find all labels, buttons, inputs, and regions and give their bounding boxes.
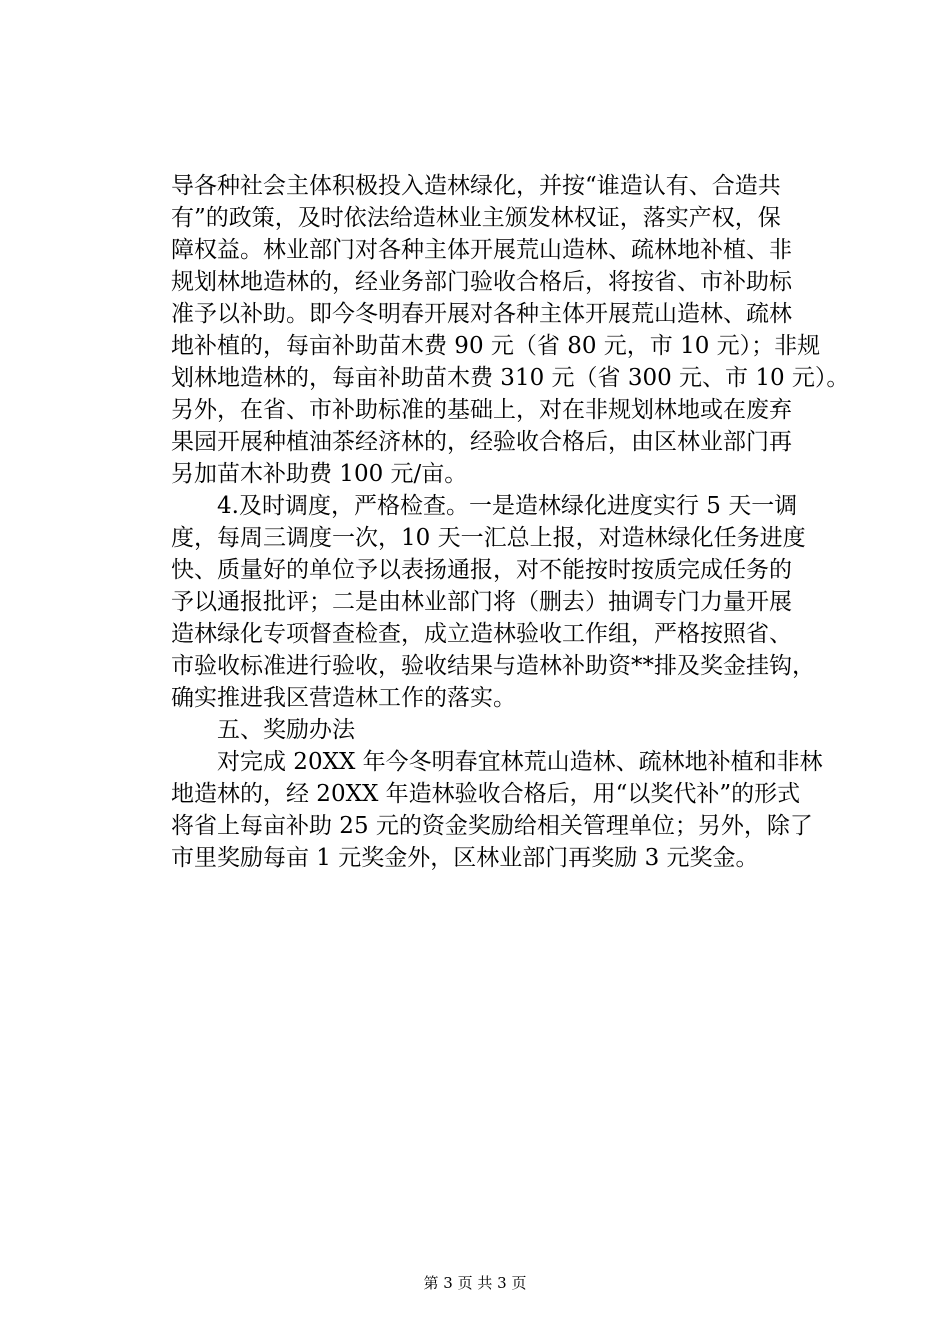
text-line: 准予以补助。即今冬明春开展对各种主体开展荒山造林、疏林 <box>171 301 792 327</box>
text-line: 将省上每亩补助 25 元的资金奖励给相关管理单位；另外，除了 <box>171 813 813 839</box>
text-line: 造林绿化专项督查检查，成立造林验收工作组，严格按照省、 <box>171 621 792 647</box>
text-line: 规划林地造林的，经业务部门验收合格后，将按省、市补助标 <box>171 269 792 295</box>
page-number-footer: 第 3 页 共 3 页 <box>423 1274 527 1292</box>
text-line: 快、质量好的单位予以表扬通报，对不能按时按质完成任务的 <box>171 557 792 583</box>
text-line: 市验收标准进行验收，验收结果与造林补助资**排及奖金挂钩， <box>171 653 815 679</box>
text-line: 有”的政策，及时依法给造林业主颁发林权证，落实产权，保 <box>171 205 781 231</box>
text-line: 果园开展种植油茶经济林的，经验收合格后，由区林业部门再 <box>171 429 792 455</box>
text-line: 另外，在省、市补助标准的基础上，对在非规划林地或在废弃 <box>171 397 792 423</box>
section-heading: 五、奖励办法 <box>217 717 355 743</box>
text-line: 导各种社会主体积极投入造林绿化，并按“谁造认有、合造共 <box>171 173 781 199</box>
text-line: 划林地造林的，每亩补助苗木费 310 元（省 300 元、市 10 元）。 <box>171 365 850 391</box>
paragraph-start-line: 4.及时调度，严格检查。一是造林绿化进度实行 5 天一调 <box>217 493 798 519</box>
text-line: 确实推进我区营造林工作的落实。 <box>171 685 516 711</box>
paragraph-start-line: 对完成 20XX 年今冬明春宜林荒山造林、疏林地补植和非林 <box>217 749 823 775</box>
text-line: 市里奖励每亩 1 元奖金外，区林业部门再奖励 3 元奖金。 <box>171 845 759 871</box>
text-line: 度，每周三调度一次，10 天一汇总上报，对造林绿化任务进度 <box>171 525 806 551</box>
document-body <box>171 170 851 874</box>
text-line: 地补植的，每亩补助苗木费 90 元（省 80 元，市 10 元）；非规 <box>171 333 821 359</box>
text-line: 地造林的，经 20XX 年造林验收合格后，用“以奖代补”的形式 <box>171 781 801 807</box>
text-line: 障权益。林业部门对各种主体开展荒山造林、疏林地补植、非 <box>171 237 792 263</box>
text-line: 另加苗木补助费 100 元/亩。 <box>171 461 468 487</box>
text-line: 予以通报批评；二是由林业部门将（删去）抽调专门力量开展 <box>171 589 792 615</box>
